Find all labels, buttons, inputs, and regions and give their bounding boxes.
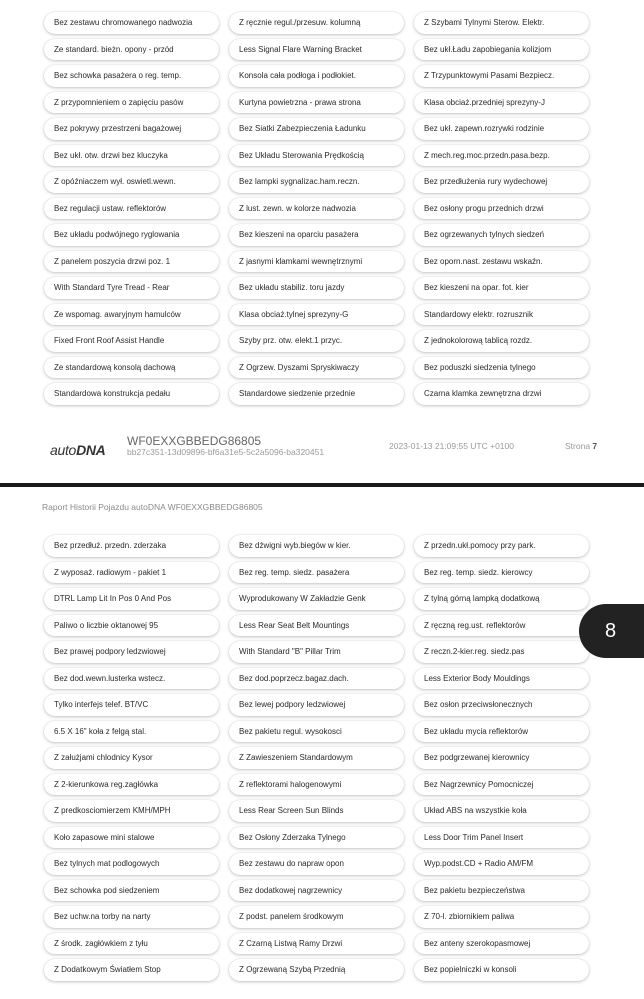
- report-page-7: [0, 0, 644, 483]
- equipment-item: Bez zestawu do napraw opon: [229, 853, 404, 875]
- equipment-item: Z mech.reg.moc.przedn.pasa.bezp.: [414, 145, 589, 167]
- equipment-grid: [44, 535, 600, 986]
- equipment-item: Koło zapasowe mini stalowe: [44, 827, 219, 849]
- equipment-item: Z jasnymi klamkami wewnętrznymi: [229, 251, 404, 273]
- equipment-item: Bez osłon przeciwsłonecznych: [414, 694, 589, 716]
- report-header: Raport Historii Pojazdu autoDNA WF0EXXGBBEDG86805: [42, 502, 263, 512]
- equipment-item: Z Szybami Tylnymi Sterow. Elektr.: [414, 12, 589, 34]
- equipment-item: Z Trzypunktowymi Pasami Bezpiecz.: [414, 65, 589, 87]
- report-timestamp: 2023-01-13 21:09:55 UTC +0100: [389, 441, 514, 451]
- equipment-grid: [44, 12, 600, 410]
- equipment-item: Bez ukł. otw. drzwi bez kluczyka: [44, 145, 219, 167]
- equipment-item: Bez Osłony Zderzaka Tylnego: [229, 827, 404, 849]
- equipment-item: Ze standardową konsolą dachową: [44, 357, 219, 379]
- equipment-item: Less Rear Screen Sun Blinds: [229, 800, 404, 822]
- equipment-item: Bez kieszeni na opar. fot. kier: [414, 277, 589, 299]
- equipment-item: Fixed Front Roof Assist Handle: [44, 330, 219, 352]
- equipment-item: Z Czarną Listwą Ramy Drzwi: [229, 933, 404, 955]
- equipment-item: Z Ogrzew. Dyszami Spryskiwaczy: [229, 357, 404, 379]
- equipment-item: Ze standard. bieżn. opony - przód: [44, 39, 219, 61]
- page-number: Strona 7: [565, 441, 598, 451]
- equipment-item: Z przedn.ukł.pomocy przy park.: [414, 535, 589, 557]
- equipment-item: Bez pokrywy przestrzeni bagażowej: [44, 118, 219, 140]
- equipment-item: DTRL Lamp Lit In Pos 0 And Pos: [44, 588, 219, 610]
- equipment-item: Klasa obciaż.tylnej sprezyny-G: [229, 304, 404, 326]
- equipment-item: Standardowa konstrukcja pedału: [44, 383, 219, 405]
- equipment-item: Z przypomnieniem o zapięciu pasów: [44, 92, 219, 114]
- equipment-item: Z reczn.2-kier.reg. siedz.pas: [414, 641, 589, 663]
- equipment-item: Z ręczną reg.ust. reflektorów: [414, 615, 589, 637]
- equipment-item: Standardowe siedzenie przednie: [229, 383, 404, 405]
- equipment-item: Wyp.podst.CD + Radio AM/FM: [414, 853, 589, 875]
- equipment-item: Z lust. zewn. w kolorze nadwozia: [229, 198, 404, 220]
- equipment-item: Bez Układu Sterowania Prędkością: [229, 145, 404, 167]
- equipment-item: Bez Siatki Zabezpieczenia Ładunku: [229, 118, 404, 140]
- equipment-item: Bez dod.poprzecz.bagaz.dach.: [229, 668, 404, 690]
- equipment-item: Układ ABS na wszystkie koła: [414, 800, 589, 822]
- equipment-item: Bez przedłuż. przedn. zderzaka: [44, 535, 219, 557]
- equipment-item: Kurtyna powietrzna - prawa strona: [229, 92, 404, 114]
- equipment-item: Bez pakietu regul. wysokosci: [229, 721, 404, 743]
- equipment-item: Z panelem poszycia drzwi poz. 1: [44, 251, 219, 273]
- equipment-item: Klasa obciaż.przedniej sprezyny-J: [414, 92, 589, 114]
- equipment-item: Bez osłony progu przednich drzwi: [414, 198, 589, 220]
- equipment-item: Bez pakietu bezpieczeństwa: [414, 880, 589, 902]
- equipment-item: Bez dod.wewn.lusterka wstecz.: [44, 668, 219, 690]
- equipment-item: Less Signal Flare Warning Bracket: [229, 39, 404, 61]
- equipment-item: Z ręcznie regul./przesuw. kolumną: [229, 12, 404, 34]
- equipment-item: Z opóźniaczem wył. oswietl.wewn.: [44, 171, 219, 193]
- equipment-item: Czarna klamka zewnętrzna drzwi: [414, 383, 589, 405]
- equipment-item: Bez reg. temp. siedz. pasażera: [229, 562, 404, 584]
- equipment-item: Wyprodukowany W Zakładzie Genk: [229, 588, 404, 610]
- equipment-item: Standardowy elektr. rozrusznik: [414, 304, 589, 326]
- autodna-logo: autoDNA: [50, 442, 106, 458]
- report-hash: bb27c351-13d09896-bf6a31e5-5c2a5096-ba320451: [127, 447, 325, 457]
- equipment-item: Z 2-kierunkowa reg.zagłówka: [44, 774, 219, 796]
- equipment-item: Bez uchw.na torby na narty: [44, 906, 219, 928]
- equipment-item: Bez tylnych mat podlogowych: [44, 853, 219, 875]
- equipment-item: Paliwo o liczbie oktanowej 95: [44, 615, 219, 637]
- equipment-item: Ze wspomag. awaryjnym hamulców: [44, 304, 219, 326]
- equipment-item: 6.5 X 16" koła z felgą stal.: [44, 721, 219, 743]
- equipment-item: Z Dodatkowym Światłem Stop: [44, 959, 219, 981]
- equipment-item: Z predkosciomierzem KMH/MPH: [44, 800, 219, 822]
- equipment-item: Konsola cała podłoga i podłokiet.: [229, 65, 404, 87]
- equipment-item: Less Rear Seat Belt Mountings: [229, 615, 404, 637]
- equipment-item: Bez ogrzewanych tylnych siedzeń: [414, 224, 589, 246]
- page-footer: [0, 432, 644, 464]
- equipment-item: Less Exterior Body Mouldings: [414, 668, 589, 690]
- equipment-item: Bez popielniczki w konsoli: [414, 959, 589, 981]
- equipment-item: Tylko interfejs telef. BT/VC: [44, 694, 219, 716]
- equipment-item: Bez dodatkowej nagrzewnicy: [229, 880, 404, 902]
- equipment-item: Z załużjami chlodnicy Kysor: [44, 747, 219, 769]
- equipment-item: Z podst. panelem środkowym: [229, 906, 404, 928]
- equipment-item: Z tylną górną lampką dodatkową: [414, 588, 589, 610]
- equipment-item: Bez Nagrzewnicy Pomocniczej: [414, 774, 589, 796]
- vin-number: WF0EXXGBBEDG86805: [127, 434, 262, 448]
- equipment-item: Bez przedłużenia rury wydechowej: [414, 171, 589, 193]
- equipment-item: Z reflektorami halogenowymi: [229, 774, 404, 796]
- equipment-item: Bez schowka pasażera o reg. temp.: [44, 65, 219, 87]
- equipment-item: Bez układu podwójnego ryglowania: [44, 224, 219, 246]
- equipment-item: Bez dźwigni wyb.biegów w kier.: [229, 535, 404, 557]
- equipment-item: Bez regulacji ustaw. reflektorów: [44, 198, 219, 220]
- equipment-item: Bez układu mycia reflektorów: [414, 721, 589, 743]
- equipment-item: Bez oporn.nast. zestawu wskaźn.: [414, 251, 589, 273]
- equipment-item: Bez układu stabiliz. toru jazdy: [229, 277, 404, 299]
- equipment-item: Bez prawej podpory ledzwiowej: [44, 641, 219, 663]
- equipment-item: Bez reg. temp. siedz. kierowcy: [414, 562, 589, 584]
- equipment-item: With Standard "B" Pillar Trim: [229, 641, 404, 663]
- equipment-item: Bez lampki sygnalizac.ham.reczn.: [229, 171, 404, 193]
- equipment-item: Bez zestawu chromowanego nadwozia: [44, 12, 219, 34]
- equipment-item: Bez kieszeni na oparciu pasażera: [229, 224, 404, 246]
- equipment-item: Bez podgrzewanej kierownicy: [414, 747, 589, 769]
- equipment-item: Bez ukł. zapewn.rozrywki rodzinie: [414, 118, 589, 140]
- equipment-item: Szyby prz. otw. elekt.1 przyc.: [229, 330, 404, 352]
- equipment-item: With Standard Tyre Tread - Rear: [44, 277, 219, 299]
- report-page-8: [0, 487, 644, 999]
- equipment-item: Bez ukł.Ładu zapobiegania kolizjom: [414, 39, 589, 61]
- equipment-item: Z Ogrzewaną Szybą Przednią: [229, 959, 404, 981]
- equipment-item: Z 70-l. zbiornikiem paliwa: [414, 906, 589, 928]
- equipment-item: Bez lewej podpory ledzwiowej: [229, 694, 404, 716]
- equipment-item: Bez schowka pod siedzeniem: [44, 880, 219, 902]
- equipment-item: Z jednokolorową tablicą rozdz.: [414, 330, 589, 352]
- equipment-item: Z wyposaż. radiowym - pakiet 1: [44, 562, 219, 584]
- equipment-item: Z Zawieszeniem Standardowym: [229, 747, 404, 769]
- equipment-item: Z środk. zagłówkiem z tyłu: [44, 933, 219, 955]
- equipment-item: Bez anteny szerokopasmowej: [414, 933, 589, 955]
- equipment-item: Less Door Trim Panel Insert: [414, 827, 589, 849]
- equipment-item: Bez poduszki siedzenia tylnego: [414, 357, 589, 379]
- page-indicator-badge: 8: [579, 604, 644, 658]
